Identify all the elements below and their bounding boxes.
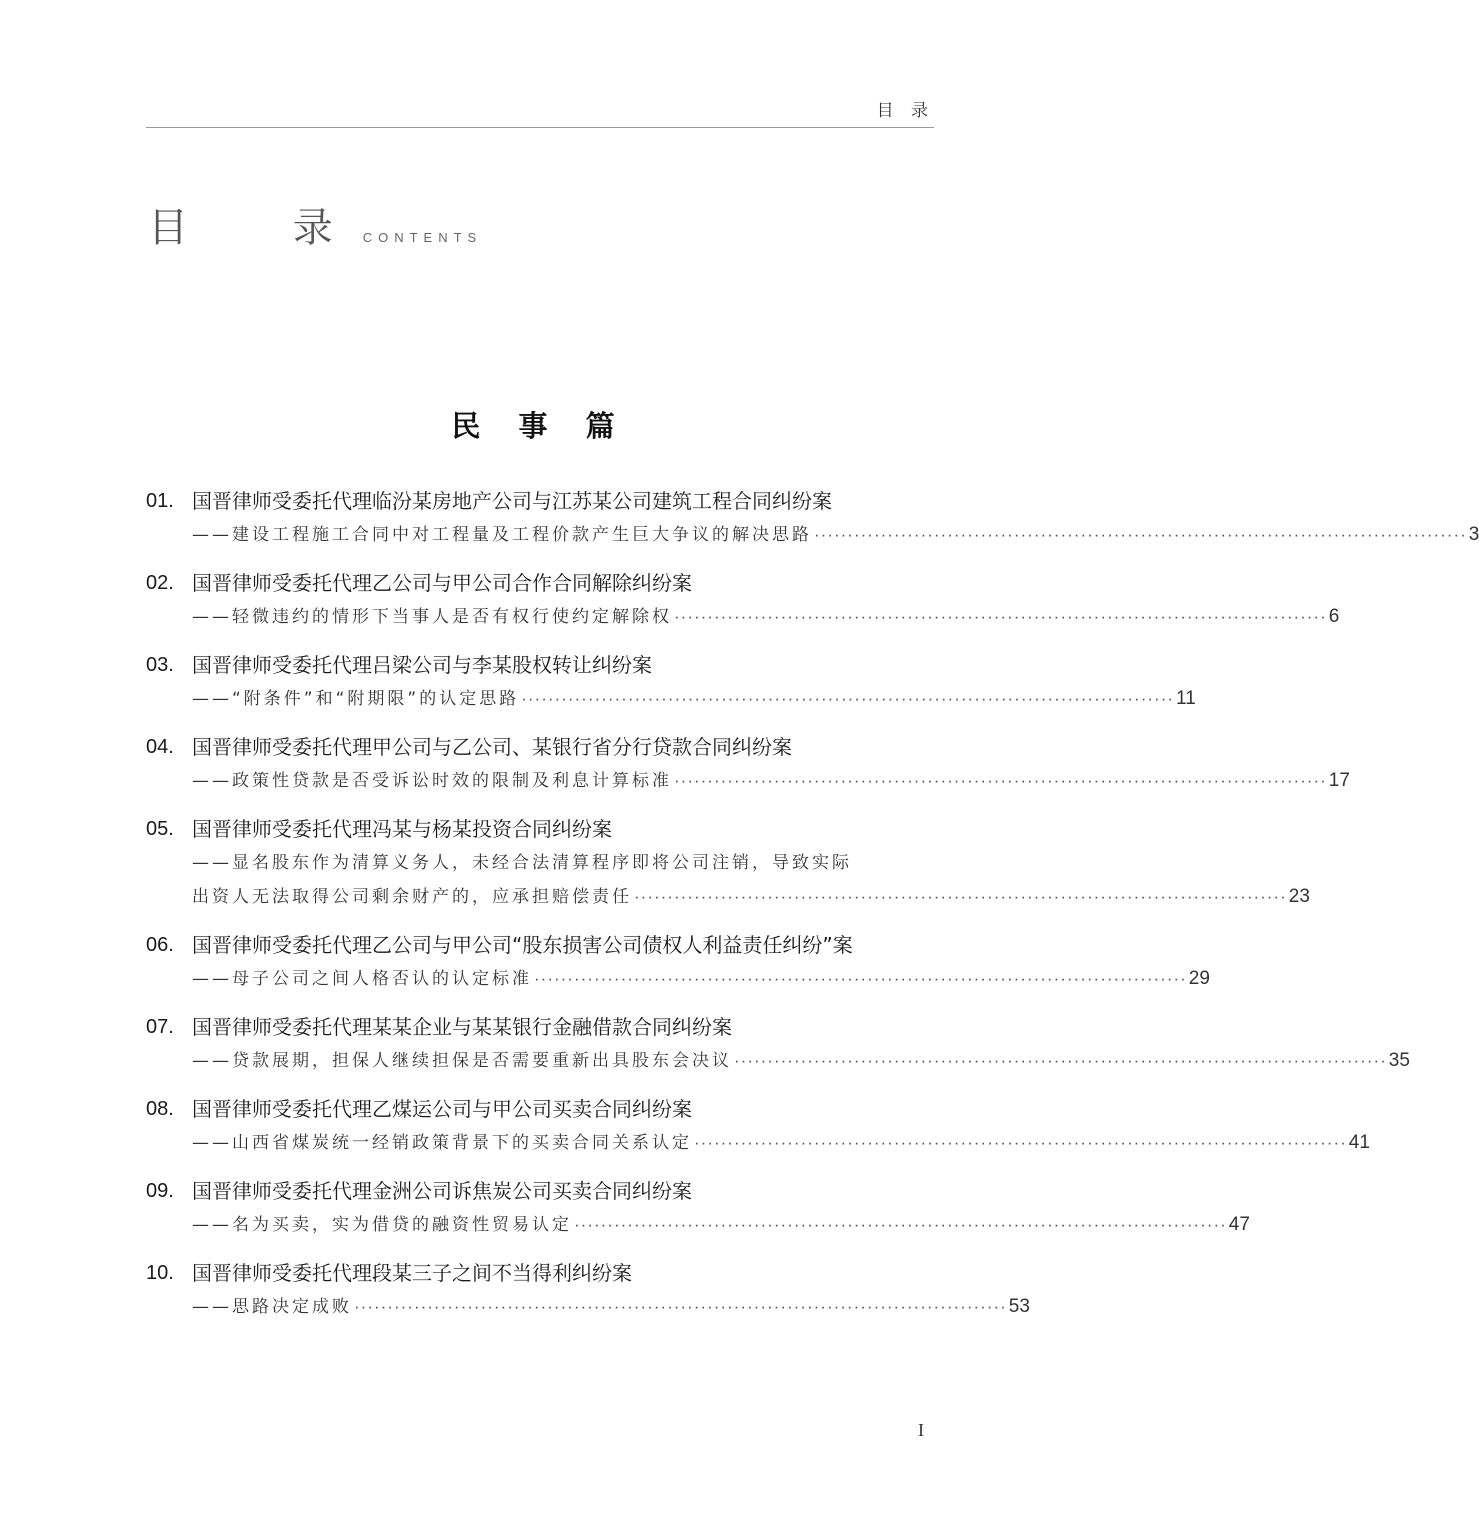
entry-title: 国晋律师受委托代理某某企业与某某银行金融借款合同纠纷案 [192,1015,732,1039]
entry-number: 06. [146,934,174,956]
toc-entry[interactable] [146,484,1479,552]
entry-number: 05. [146,818,174,840]
entry-page: 11 [1176,688,1196,709]
entry-subtitle: ——母子公司之间人格否认的认定标准 [192,969,532,989]
entry-subtitle: ——名为买卖，实为借贷的融资性贸易认定 [192,1215,572,1235]
toc-entry[interactable] [146,566,1340,634]
toc-entry[interactable] [146,812,1310,914]
entry-page: 35 [1388,1050,1410,1071]
entry-number: 03. [146,654,174,676]
entry-number: 08. [146,1098,174,1120]
entry-page: 29 [1188,968,1210,989]
entry-page: 17 [1328,770,1350,791]
entry-subtitle: ——山西省煤炭统一经销政策背景下的买卖合同关系认定 [192,1133,692,1153]
entry-number: 04. [146,736,174,758]
dot-leader: ·································································································· [521,689,1175,708]
contents-title [148,205,483,251]
toc-entry[interactable] [146,648,1196,716]
entry-page: 3 [1468,524,1479,545]
section-title: 民 事 篇 [451,409,629,443]
toc-entry[interactable] [146,1256,1030,1324]
entry-page: 53 [1008,1296,1030,1317]
toc-entry[interactable] [146,1092,1370,1160]
entry-subtitle: ——轻微违约的情形下当事人是否有权行使约定解除权 [192,607,672,627]
entry-title: 国晋律师受委托代理吕梁公司与李某股权转让纠纷案 [192,653,652,677]
dot-leader: ·································································································· [734,1051,1387,1070]
dot-leader: ·································································································· [674,607,1327,626]
dot-leader: ·································································································· [354,1297,1007,1316]
entry-title: 国晋律师受委托代理乙煤运公司与甲公司买卖合同纠纷案 [192,1097,692,1121]
entry-page: 6 [1328,606,1340,627]
entry-page: 23 [1288,886,1310,907]
entry-number: 07. [146,1016,174,1038]
entry-subtitle: ——思路决定成败 [192,1297,352,1317]
dot-leader: ·································································································· [574,1215,1227,1234]
entry-number: 01. [146,490,174,512]
entry-title: 国晋律师受委托代理金洲公司诉焦炭公司买卖合同纠纷案 [192,1179,692,1203]
toc-entry[interactable] [146,928,1210,996]
entry-page: 41 [1348,1132,1370,1153]
running-head: 目 录 [876,101,934,121]
entry-subtitle-line2: 出资人无法取得公司剩余财产的，应承担赔偿责任 [192,887,632,907]
entry-page: 47 [1228,1214,1250,1235]
entry-title: 国晋律师受委托代理乙公司与甲公司“股东损害公司债权人利益责任纠纷”案 [192,933,853,957]
dot-leader: ·································································································· [674,771,1327,790]
entry-title: 国晋律师受委托代理冯某与杨某投资合同纠纷案 [192,817,612,841]
toc-list [146,484,1479,1338]
header-rule [146,127,934,128]
dot-leader: ·································································································· [694,1133,1347,1152]
toc-entry[interactable] [146,1174,1250,1242]
entry-subtitle: ——建设工程施工合同中对工程量及工程价款产生巨大争议的解决思路 [192,525,812,545]
entry-title: 国晋律师受委托代理乙公司与甲公司合作合同解除纠纷案 [192,571,692,595]
entry-subtitle: ——贷款展期，担保人继续担保是否需要重新出具股东会决议 [192,1051,732,1071]
contents-title-sub: CONTENTS [362,230,483,245]
folio: I [918,1420,924,1440]
entry-number: 09. [146,1180,174,1202]
dot-leader: ·································································································· [534,969,1187,988]
entry-subtitle: ——政策性贷款是否受诉讼时效的限制及利息计算标准 [192,771,672,791]
entry-title: 国晋律师受委托代理甲公司与乙公司、某银行省分行贷款合同纠纷案 [192,735,792,759]
toc-entry[interactable] [146,1010,1410,1078]
dot-leader: ·································································································· [814,525,1467,544]
dot-leader: ·································································································· [634,887,1287,906]
entry-number: 10. [146,1262,174,1284]
toc-entry[interactable] [146,730,1350,798]
entry-title: 国晋律师受委托代理段某三子之间不当得利纠纷案 [192,1261,632,1285]
entry-subtitle: ——“附条件”和“附期限”的认定思路 [192,689,520,709]
entry-subtitle-line1: ——显名股东作为清算义务人，未经合法清算程序即将公司注销，导致实际 [192,853,852,873]
entry-title: 国晋律师受委托代理临汾某房地产公司与江苏某公司建筑工程合同纠纷案 [192,489,832,513]
contents-title-main: 目 录 [148,205,379,251]
entry-number: 02. [146,572,174,594]
